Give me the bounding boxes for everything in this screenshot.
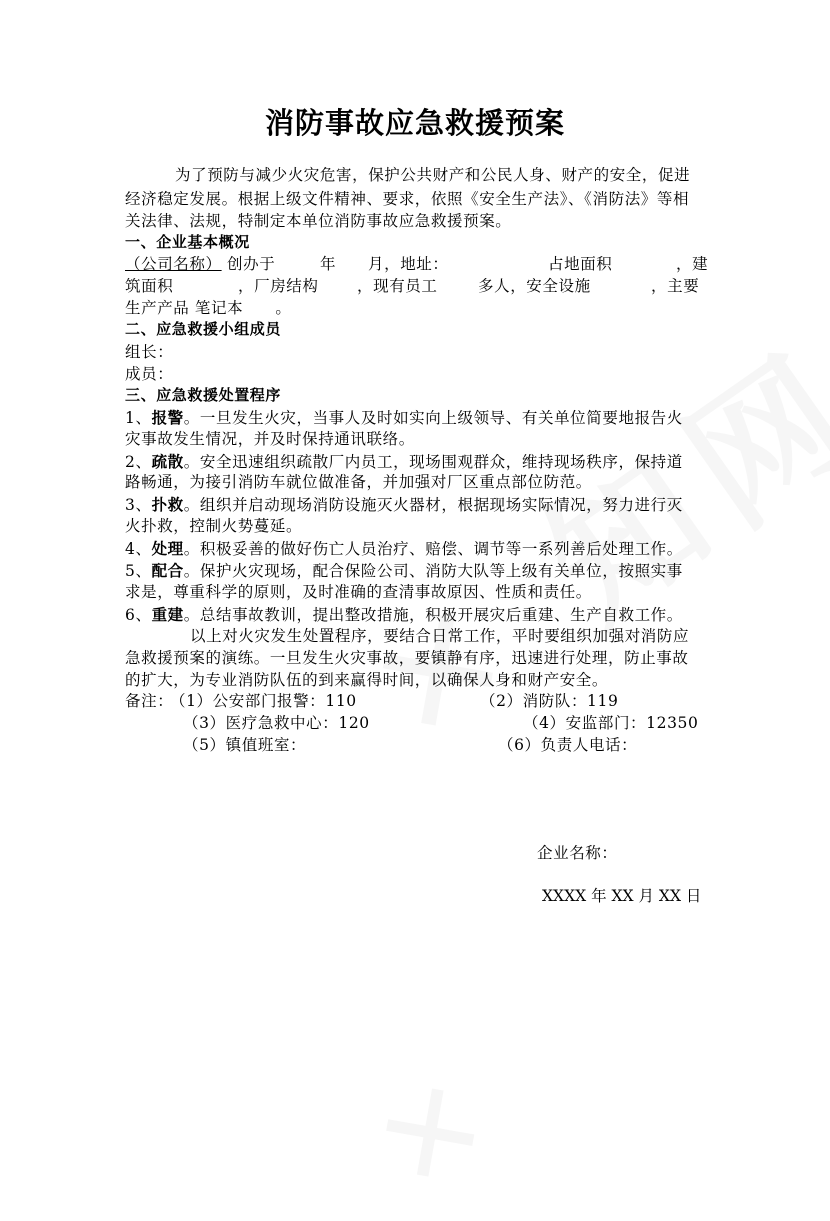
procedure-item-cont: 路畅通，为接引消防车就位做准备，并加强对厂区重点部位防范。 — [125, 473, 592, 491]
page-title: 消防事故应急救援预案 — [264, 106, 565, 140]
item-text: 。一旦发生火灾，当事人及时如实向上级领导、有关单位简要地报告火 — [183, 409, 683, 427]
procedure-item-cont: 求是，尊重科学的原则，及时准确的查清事故原因、性质和责任。 — [125, 583, 592, 601]
leader-label: 组长： — [125, 343, 174, 361]
item-text: 。保护火灾现场，配合保险公司、消防大队等上级有关单位，按照实事 — [183, 562, 683, 580]
item-number: 5、 — [125, 562, 152, 580]
text-fragment: ，现有员工 — [357, 277, 438, 295]
section-heading: 一、企业基本概况 — [125, 233, 250, 251]
procedure-item — [125, 494, 683, 516]
item-text: 。积极妥善的做好伤亡人员治疗、赔偿、调节等一系列善后处理工作。 — [183, 540, 683, 558]
item-key: 扑救 — [151, 495, 184, 514]
item-key: 重建 — [151, 605, 184, 624]
note-town: （5）镇值班室： — [183, 736, 307, 754]
item-key: 配合 — [151, 561, 184, 580]
intro-line: 经济稳定发展。根据上级文件精神、要求，依照《安全生产法》、《消防法》等相 — [125, 190, 690, 208]
intro-line: 关法律、法规，特制定本单位消防事故应急救援预案。 — [125, 212, 512, 230]
note-person: （6）负责人电话： — [498, 736, 638, 754]
item-key: 疏散 — [151, 452, 184, 471]
procedure-item — [125, 604, 683, 626]
item-key: 报警 — [151, 408, 184, 427]
section-heading: 二、应急救援小组成员 — [125, 320, 282, 338]
date-line: XXXX 年 XX 月 XX 日 — [542, 887, 702, 905]
procedure-item-cont: 火扑救，控制火势蔓延。 — [125, 517, 303, 535]
intro-line: 为了预防与减少火灾危害，保护公共财产和公民人身、财产的安全，促进 — [175, 166, 691, 184]
closing-line: 的扩大，为专业消防队伍的到来赢得时间，以确保人身和财产安全。 — [125, 671, 609, 689]
products-line: 生产产品 笔记本 。 — [125, 299, 292, 317]
procedure-item-cont: 灾事故发生情况，并及时保持通讯联络。 — [125, 430, 415, 448]
text-fragment: 筑面积 — [125, 277, 174, 295]
note-police: （1）公安部门报警：110 — [170, 692, 357, 710]
members-label: 成员： — [125, 365, 174, 383]
procedure-item — [125, 560, 683, 582]
company-name-label: 企业名称： — [537, 844, 618, 862]
note-safety: （4）安监部门：12350 — [523, 714, 699, 732]
item-text: 。组织并启动现场消防设施灭火器材，根据现场实际情况，努力进行灭 — [183, 496, 683, 514]
text-fragment: ，主要 — [651, 277, 700, 295]
procedure-item — [125, 407, 683, 429]
closing-line: 以上对火灾发生处置程序，要结合日常工作，平时要组织加强对消防应 — [190, 627, 690, 645]
item-text: 。总结事故教训，提出整改措施，积极开展灾后重建、生产自救工作。 — [183, 606, 683, 624]
founded-label: 创办于 — [227, 255, 276, 273]
note-medical: （3）医疗急救中心：120 — [183, 714, 370, 732]
item-number: 4、 — [125, 540, 152, 558]
item-number: 6、 — [125, 606, 152, 624]
watermark — [351, 1038, 529, 1221]
note-fire: （2）消防队：119 — [480, 692, 619, 710]
section-heading: 三、应急救援处置程序 — [125, 386, 282, 404]
area-label: 占地面积 — [548, 255, 613, 273]
item-key: 处理 — [151, 539, 184, 558]
closing-line: 急救援预案的演练。一旦发生火灾事故，要镇静有序，迅速进行处理，防止事故 — [125, 649, 689, 667]
text-fragment: ，建 — [676, 255, 709, 273]
item-number: 3、 — [125, 496, 152, 514]
notes-label: 备注： — [125, 692, 174, 710]
item-number: 1、 — [125, 409, 152, 427]
item-number: 2、 — [125, 453, 152, 471]
item-text: 。安全迅速组织疏散厂内员工，现场围观群众，维持现场秩序，保持道 — [183, 453, 683, 471]
procedure-item — [125, 451, 683, 473]
text-fragment: ，厂房结构 — [238, 277, 319, 295]
text-fragment: 多人，安全设施 — [478, 277, 591, 295]
month-address-label: 月，地址： — [368, 255, 449, 273]
company-placeholder: （公司名称） — [125, 255, 222, 273]
procedure-item — [125, 538, 683, 560]
year-label: 年 — [320, 255, 337, 273]
